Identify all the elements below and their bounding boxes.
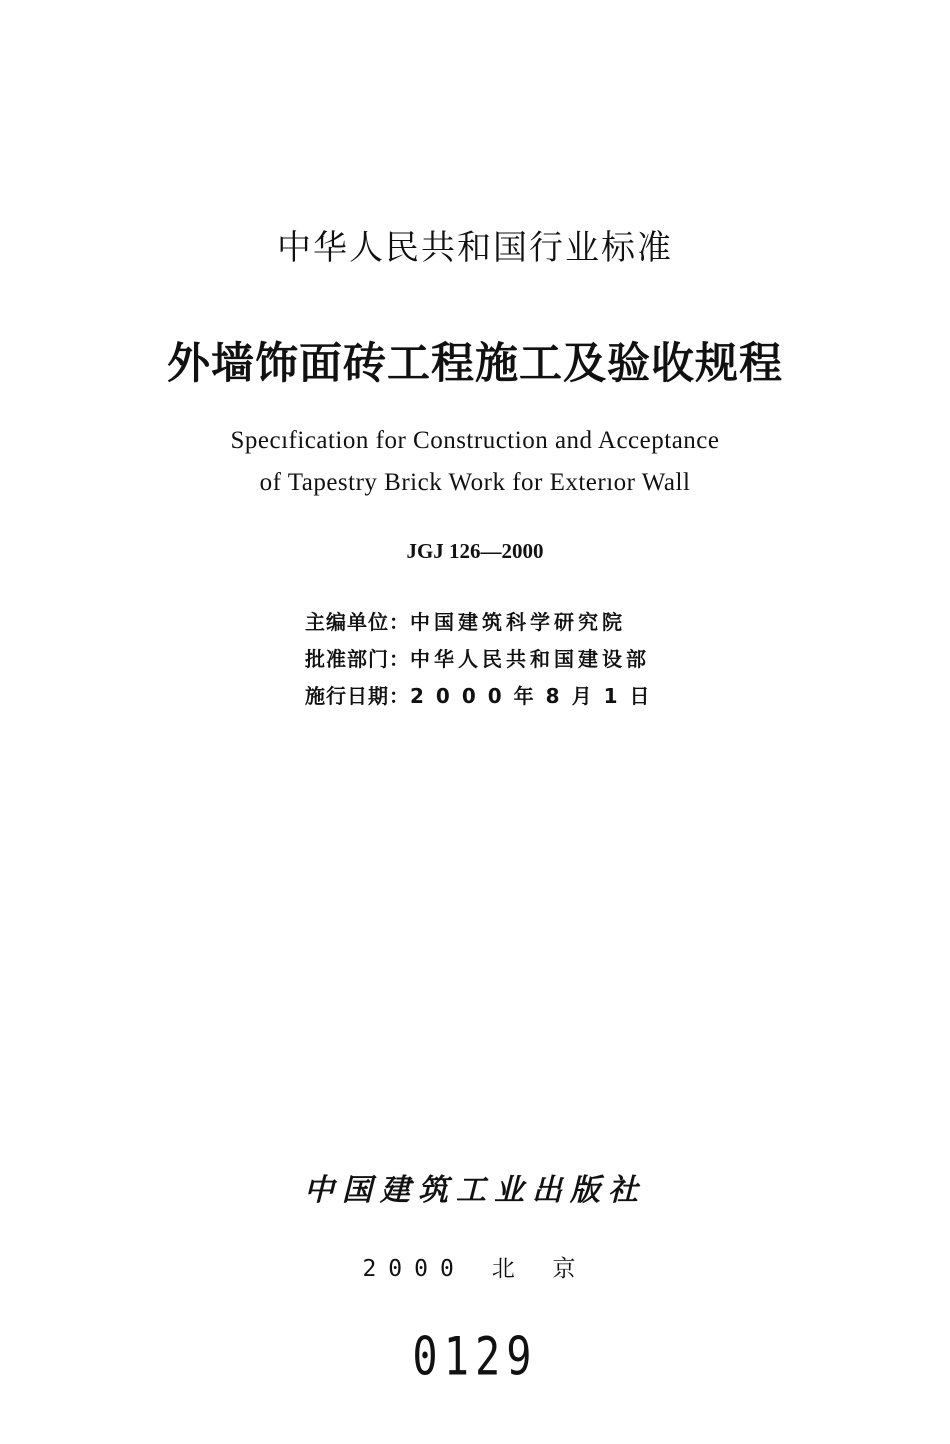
- series-title: 中华人民共和国行业标准: [277, 228, 673, 268]
- editor-row: [305, 604, 662, 641]
- english-title-line-1: Specıfication for Construction and Acceptance: [230, 427, 720, 454]
- english-title-line-2: of Tapestry Brick Work for Exterıor Wall: [259, 469, 691, 496]
- page-number: 0129: [412, 1325, 538, 1388]
- year-and-city: 2000 北 京: [362, 1256, 588, 1282]
- effective-date-label: 施行日期：: [305, 684, 410, 708]
- approver-value: 中华人民共和国建设部: [410, 647, 650, 671]
- effective-date-value: 2000年8月1日: [410, 684, 662, 708]
- editor-value: 中国建筑科学研究院: [410, 610, 626, 634]
- approver-label: 批准部门：: [305, 647, 410, 671]
- approver-row: [305, 641, 662, 678]
- standard-code: JGJ 126—2000: [406, 539, 544, 563]
- effective-date-row: [305, 678, 662, 715]
- editor-label: 主编单位：: [305, 610, 410, 634]
- publication-info: [305, 604, 662, 715]
- chinese-title: 外墙饰面砖工程施工及验收规程: [167, 339, 783, 389]
- publisher-name: 中国建筑工业出版社: [304, 1173, 646, 1208]
- english-title: [0, 420, 950, 504]
